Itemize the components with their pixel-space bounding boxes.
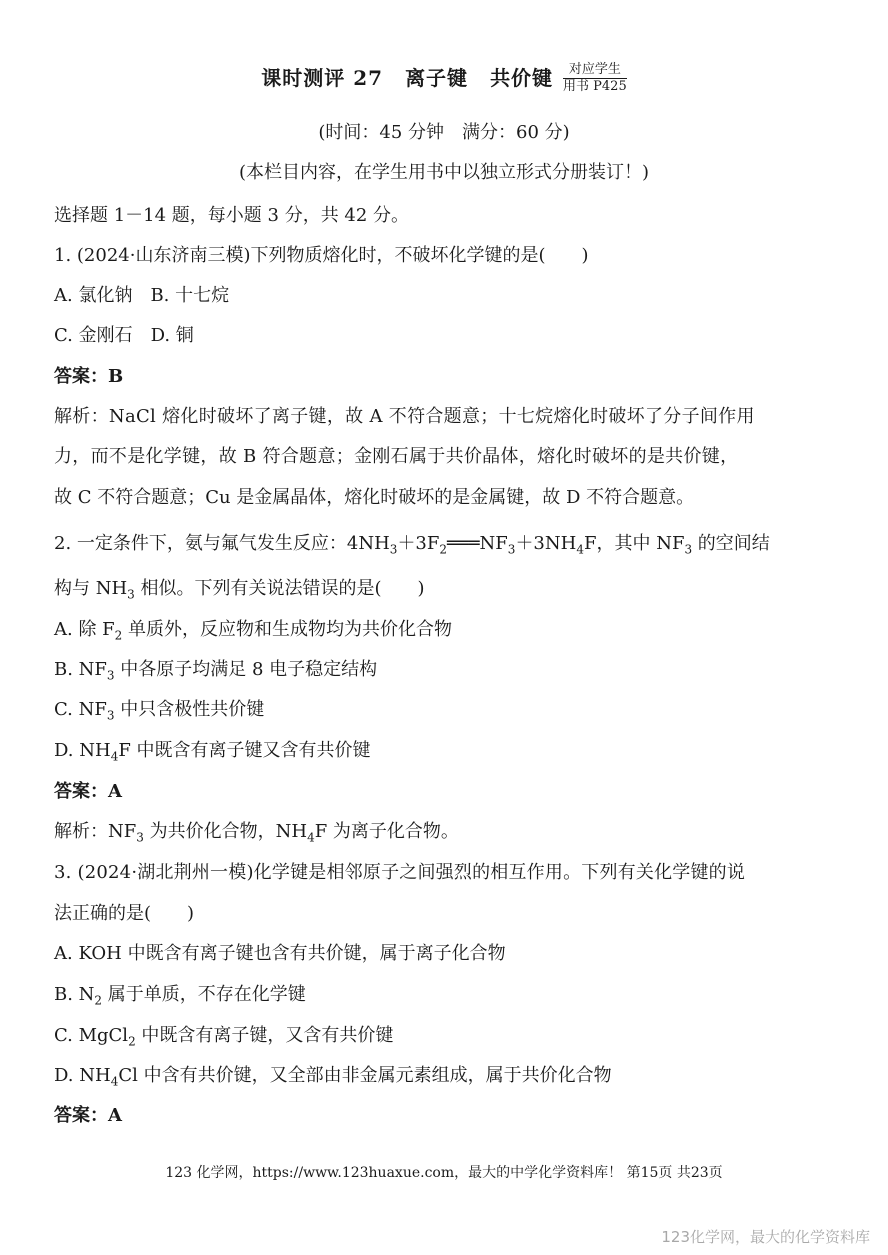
subscript: 3 — [106, 708, 115, 723]
option-text: A. 除 F — [54, 619, 115, 640]
option-text: C. NF — [54, 699, 107, 720]
subscript: 4 — [110, 1074, 119, 1089]
option-text: Cl 中含有共价键，又全部由非金属元素组成，属于共价化合物 — [118, 1065, 612, 1086]
title-topic-2: 共价键 — [490, 66, 554, 90]
analysis-text: 为共价化合物，NH — [143, 821, 308, 842]
watermark: 123化学网，最大的化学资料库 — [661, 1228, 870, 1246]
option-text: D. NH — [54, 1065, 111, 1086]
q1-analysis-line-1: 解析：NaCl 熔化时破坏了离子键，故 A 不符合题意；十七烷熔化时破坏了分子间作用 — [54, 406, 755, 427]
q2-option-b — [54, 655, 834, 683]
book-reference-bottom: 用书 P425 — [563, 79, 627, 94]
option-text: 中既含有离子键，又含有共价键 — [135, 1025, 394, 1046]
option-text: F 中既含有离子键又含有共价键 — [118, 740, 371, 761]
subscript: 2 — [94, 993, 103, 1008]
q3-option-d — [54, 1061, 834, 1089]
q3-option-c — [54, 1021, 834, 1049]
q3-option-a: A. KOH 中既含有离子键也含有共价键，属于离子化合物 — [54, 943, 506, 964]
q2-stem-line-2 — [54, 574, 834, 602]
answer-value: B — [108, 366, 124, 387]
title-row — [0, 62, 888, 97]
q1-options-cd: C. 金刚石 D. 铜 — [54, 325, 194, 346]
subscript: 4 — [307, 830, 315, 845]
q2-answer — [54, 777, 834, 803]
subscript: 4 — [576, 542, 584, 557]
answer-value: A — [108, 1105, 122, 1126]
q2-option-d — [54, 736, 834, 764]
subscript: 3 — [127, 587, 135, 602]
book-reference-top: 对应学生 — [563, 62, 627, 79]
analysis-text: F 为离子化合物。 — [314, 821, 459, 842]
q2-text: ＋3NH — [515, 533, 577, 554]
reaction-equals-sign: ═══ — [447, 533, 480, 554]
q2-analysis — [54, 817, 834, 845]
book-reference — [563, 62, 627, 95]
q3-answer — [54, 1101, 834, 1127]
subscript: 3 — [136, 830, 144, 845]
answer-label: 答案： — [54, 781, 108, 802]
option-text: 中各原子均满足 8 电子稳定结构 — [114, 659, 378, 680]
q2-text: NF — [479, 533, 508, 554]
title-topic-1: 离子键 — [405, 66, 469, 90]
option-text: B. N — [54, 984, 95, 1005]
q2-option-a — [54, 615, 834, 643]
q3-stem-line-1: 3. (2024·湖北荆州一模)化学键是相邻原子之间强烈的相互作用。下列有关化学键的说 — [54, 862, 746, 883]
q3-stem-line-2: 法正确的是( ) — [54, 903, 195, 924]
subscript: 2 — [439, 542, 448, 557]
option-text: C. MgCl — [54, 1025, 129, 1046]
q2-text: 相似。下列有关说法错误的是( ) — [134, 578, 425, 599]
title-lesson: 课时测评 27 — [261, 66, 384, 90]
q2-text: 2. 一定条件下，氨与氟气发生反应：4NH — [54, 533, 390, 554]
page-footer: 123 化学网，https://www.123huaxue.com，最大的中学化学资料库！ 第15页 共23页 — [165, 1165, 723, 1181]
section-intro: 选择题 1－14 题，每小题 3 分，共 42 分。 — [54, 205, 410, 226]
q2-text: F，其中 NF — [583, 533, 685, 554]
page-title — [261, 66, 561, 90]
subscript: 3 — [389, 542, 398, 557]
answer-label: 答案： — [54, 1105, 108, 1126]
analysis-text: 解析：NF — [54, 821, 137, 842]
q3-option-b — [54, 980, 834, 1008]
subscript: 4 — [110, 749, 119, 764]
q2-text: ＋3F — [397, 533, 440, 554]
q2-text: 的空间结 — [692, 533, 770, 554]
q1-analysis-line-2: 力，而不是化学键，故 B 符合题意；金刚石属于共价晶体，熔化时破坏的是共价键， — [54, 446, 739, 467]
answer-value: A — [108, 781, 122, 802]
time-info: (时间：45 分钟 满分：60 分) — [318, 122, 570, 143]
option-text: 单质外，反应物和生成物均为共价化合物 — [122, 619, 453, 640]
q2-stem-line-1 — [54, 529, 834, 557]
q2-option-c — [54, 695, 834, 723]
option-text: 中只含极性共价键 — [114, 699, 265, 720]
subscript: 3 — [684, 542, 693, 557]
q1-analysis-line-3: 故 C 不符合题意；Cu 是金属晶体，熔化时破坏的是金属键，故 D 不符合题意。 — [54, 487, 695, 508]
subscript: 2 — [114, 628, 123, 643]
subscript: 3 — [507, 542, 516, 557]
subscript: 3 — [106, 668, 115, 683]
option-text: 属于单质，不存在化学键 — [102, 984, 306, 1005]
option-text: D. NH — [54, 740, 111, 761]
option-text: B. NF — [54, 659, 107, 680]
q2-text: 构与 NH — [54, 578, 128, 599]
q1-options-ab: A. 氯化钠 B. 十七烷 — [54, 285, 230, 306]
binding-note: (本栏目内容，在学生用书中以独立形式分册装订！) — [238, 162, 650, 183]
subscript: 2 — [128, 1034, 136, 1049]
q1-stem: 1. (2024·山东济南三模)下列物质熔化时，不破坏化学键的是( ) — [54, 245, 589, 266]
q1-answer — [54, 362, 834, 388]
answer-label: 答案： — [54, 366, 108, 387]
